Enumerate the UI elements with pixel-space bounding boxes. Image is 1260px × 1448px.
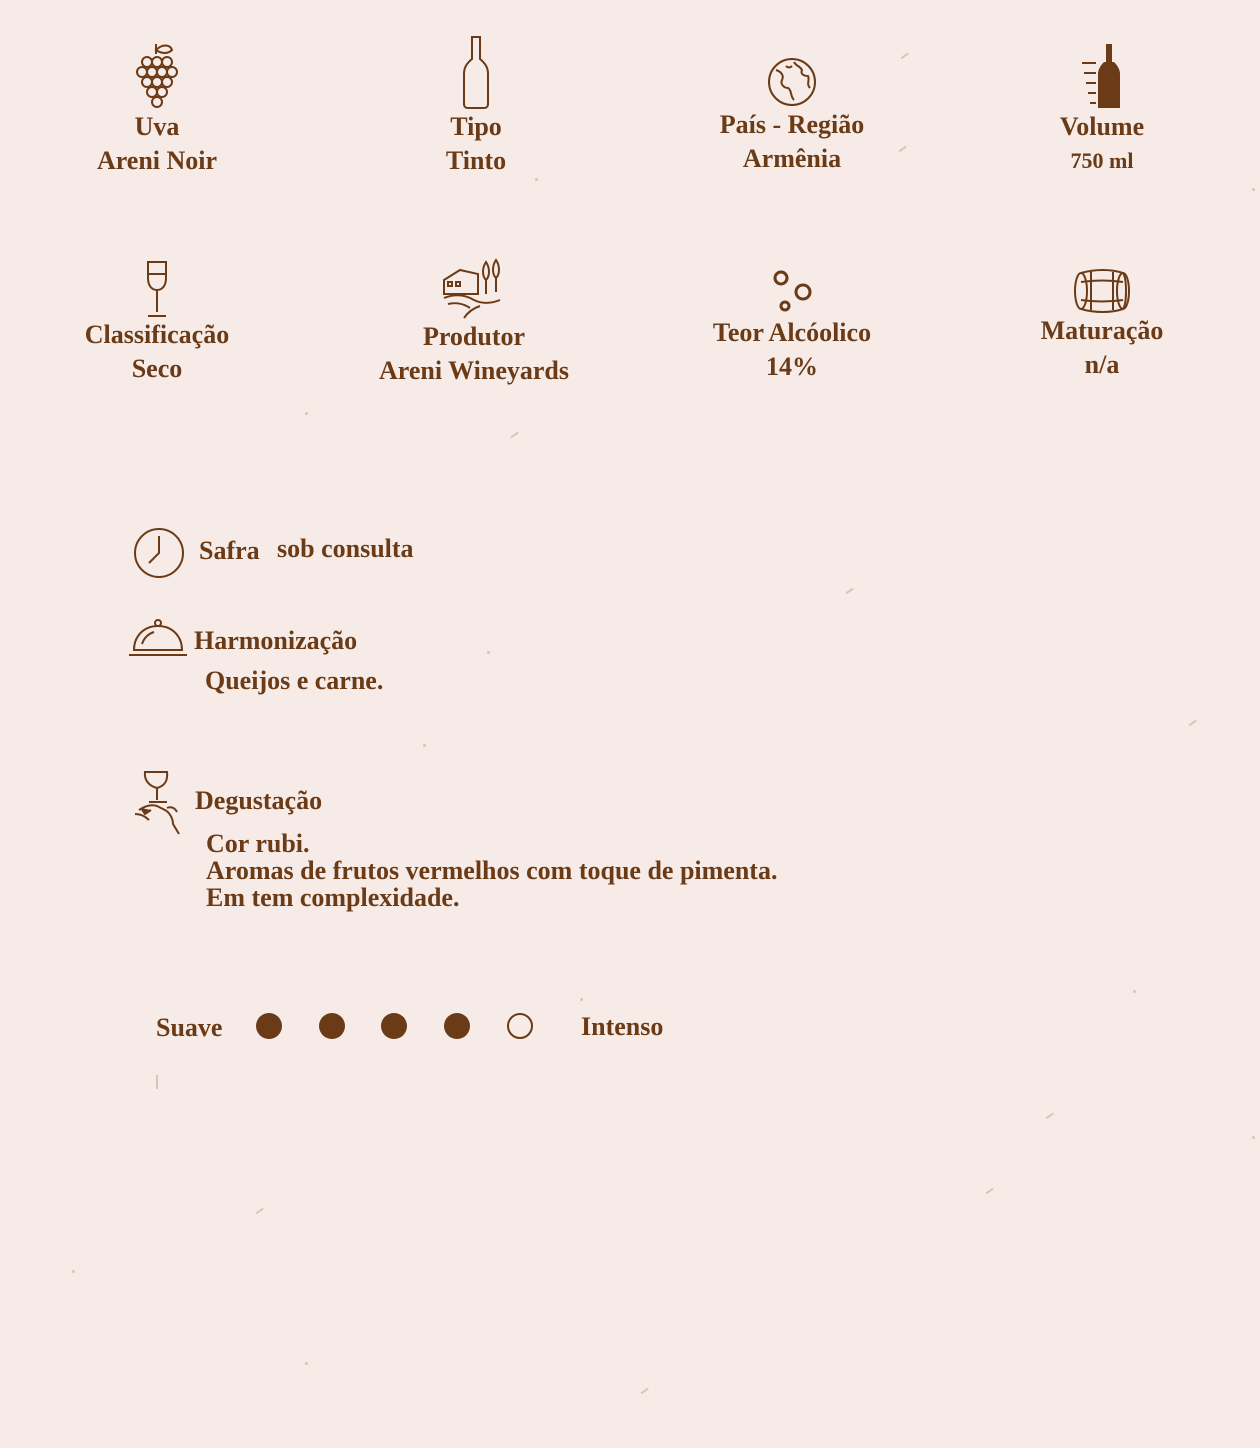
harmonizacao-label: Harmonização [194,626,358,655]
spec-value: 14% [766,352,818,381]
spec-value: 750 ml [1070,148,1134,173]
spec-pais [662,56,922,176]
spec-teor [662,266,922,384]
spec-label: Uva [134,112,180,141]
spec-value: Areni Noir [96,146,218,175]
spec-maturacao [972,268,1232,382]
spec-classificacao [27,260,287,386]
spec-value: Areni Wineyards [379,356,569,385]
grapes-icon [132,40,182,110]
spec-volume [972,42,1232,178]
intensity-min-label: Suave [156,1013,223,1042]
spec-value: Tinto [445,146,507,175]
intensity-dot-filled [256,1013,282,1039]
barrel-icon [1073,268,1131,314]
spec-label: País - Região [719,110,865,139]
clock-icon [132,526,186,580]
spec-value: n/a [1084,350,1120,379]
wine-glass-icon [142,260,172,318]
bottle-volume-icon [1080,42,1124,110]
globe-icon [766,56,818,108]
tasting-note: Em tem complexidade. [206,883,460,912]
degustacao-notes [206,830,777,911]
intensity-max-label: Intenso [581,1012,664,1041]
cloche-icon [128,618,188,658]
spec-label: Produtor [422,322,526,351]
spec-uva [27,40,287,178]
spec-produtor [344,258,604,388]
tasting-note: Cor rubi. [206,829,310,858]
safra-value: sob consulta [277,534,414,563]
spec-label: Tipo [450,112,502,141]
bubbles-icon [767,266,817,316]
spec-label: Teor Alcóolico [712,318,872,347]
tasting-note: Aromas de frutos vermelhos com toque de pimenta. [206,856,778,885]
intensity-dot-empty [507,1013,533,1039]
intensity-dot-filled [319,1013,345,1039]
tasting-glass-icon [133,768,183,836]
spec-label: Maturação [1040,316,1164,345]
winery-icon [442,258,506,320]
intensity-dot-filled [444,1013,470,1039]
safra-label: Safra [199,536,260,565]
spec-tipo [346,34,606,178]
bottle-outline-icon [461,34,491,110]
spec-value: Armênia [742,144,842,173]
intensity-dot-filled [381,1013,407,1039]
degustacao-label: Degustação [195,786,323,815]
harmonizacao-text: Queijos e carne. [205,666,384,695]
spec-value: Seco [131,354,183,383]
intensity-scale [156,1010,676,1050]
spec-label: Volume [1059,112,1145,141]
spec-label: Classificação [84,320,230,349]
